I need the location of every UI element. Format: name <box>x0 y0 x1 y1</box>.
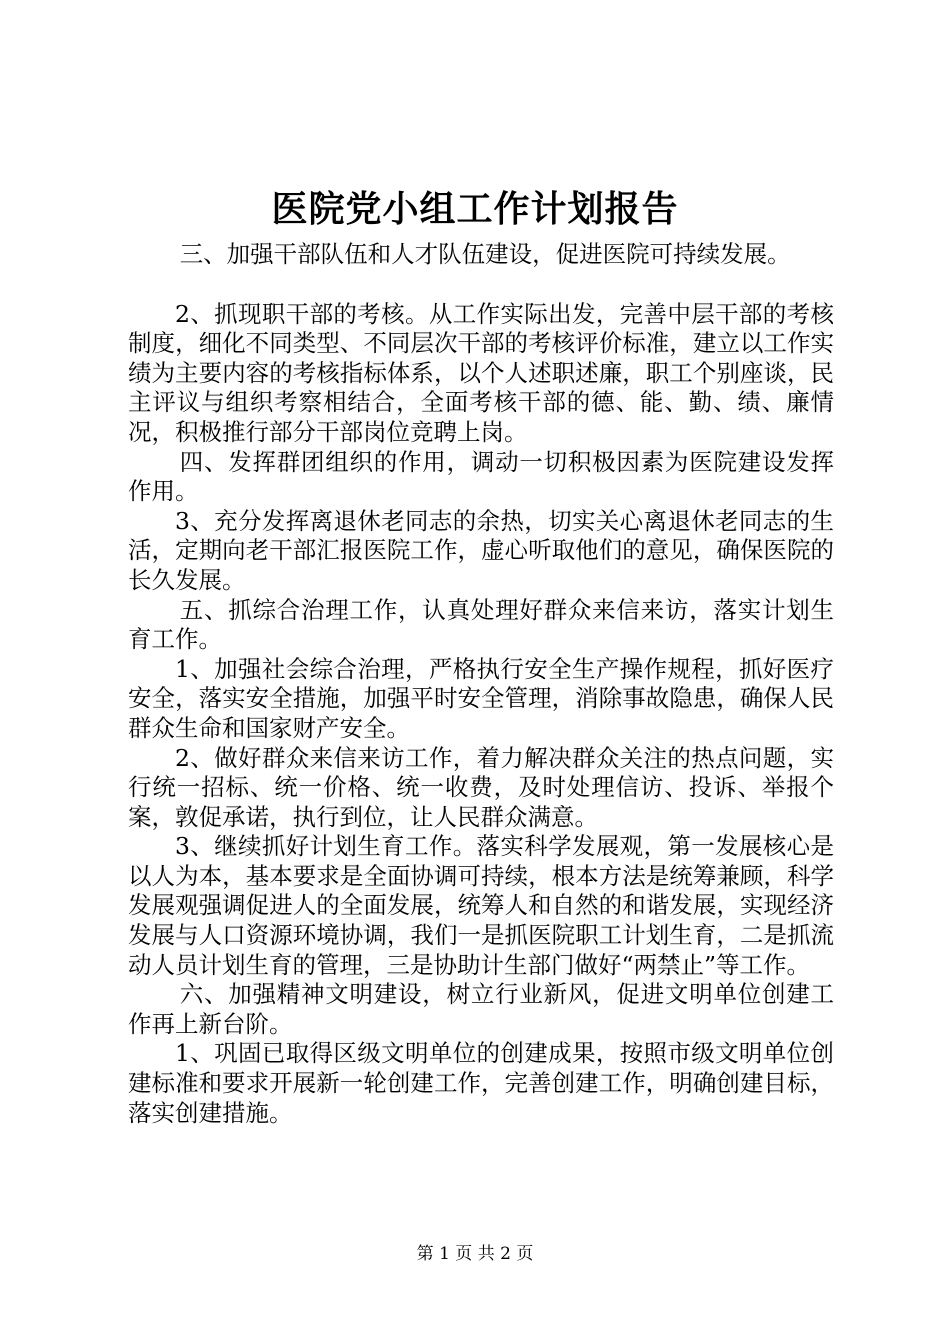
paragraph: 3、充分发挥离退休老同志的余热，切实关心离退休老同志的生活，定期向老干部汇报医院工作，虚心听取他们的意见，确保医院的长久发展。 <box>128 506 834 594</box>
paragraph: 六、加强精神文明建设，树立行业新风，促进文明单位创建工作再上新台阶。 <box>128 980 834 1038</box>
paragraph: 三、加强干部队伍和人才队伍建设，促进医院可持续发展。 <box>179 240 791 268</box>
paragraph: 1、加强社会综合治理，严格执行安全生产操作规程，抓好医疗安全，落实安全措施，加强平时安全管理，消除事故隐患，确保人民群众生命和国家财产安全。 <box>128 654 834 742</box>
paragraph: 四、发挥群团组织的作用，调动一切积极因素为医院建设发挥作用。 <box>128 447 834 506</box>
paragraph: 2、抓现职干部的考核。从工作实际出发，完善中层干部的考核制度，细化不同类型、不同层次干部的考核评价标准，建立以工作实绩为主要内容的考核指标体系，以个人述职述廉，职工个别座谈，民主评议与组织考察相结合，全面考核干部的德、能、勤、绩、廉情况，积极推行部分干部岗位竞聘上岗。 <box>128 299 834 446</box>
paragraph: 1、巩固已取得区级文明单位的创建成果，按照市级文明单位创建标准和要求开展新一轮创建工作，完善创建工作，明确创建目标，落实创建措施。 <box>128 1039 834 1127</box>
paragraph: 2、做好群众来信来访工作，着力解决群众关注的热点问题，实行统一招标、统一价格、统一收费，及时处理信访、投诉、举报个案，敦促承诺，执行到位，让人民群众满意。 <box>128 743 834 831</box>
page-footer: 第 1 页 共 2 页 <box>416 1244 534 1264</box>
paragraph: 五、抓综合治理工作，认真处理好群众来信来访，落实计划生育工作。 <box>128 595 834 654</box>
document-body <box>128 240 834 1128</box>
paragraph: 3、继续抓好计划生育工作。落实科学发展观，第一发展核心是以人为本，基本要求是全面协调可持续，根本方法是统筹兼顾，科学发展观强调促进人的全面发展，统筹人和自然的和谐发展，实现经济发展与人口资源环境协调，我们一是抓医院职工计划生育，二是抓流动人员计划生育的管理，三是协助计生部门做好“两禁止”等工作。 <box>128 832 834 979</box>
document-title: 医院党小组工作计划报告 <box>271 188 679 230</box>
paragraph-gap <box>128 270 834 300</box>
